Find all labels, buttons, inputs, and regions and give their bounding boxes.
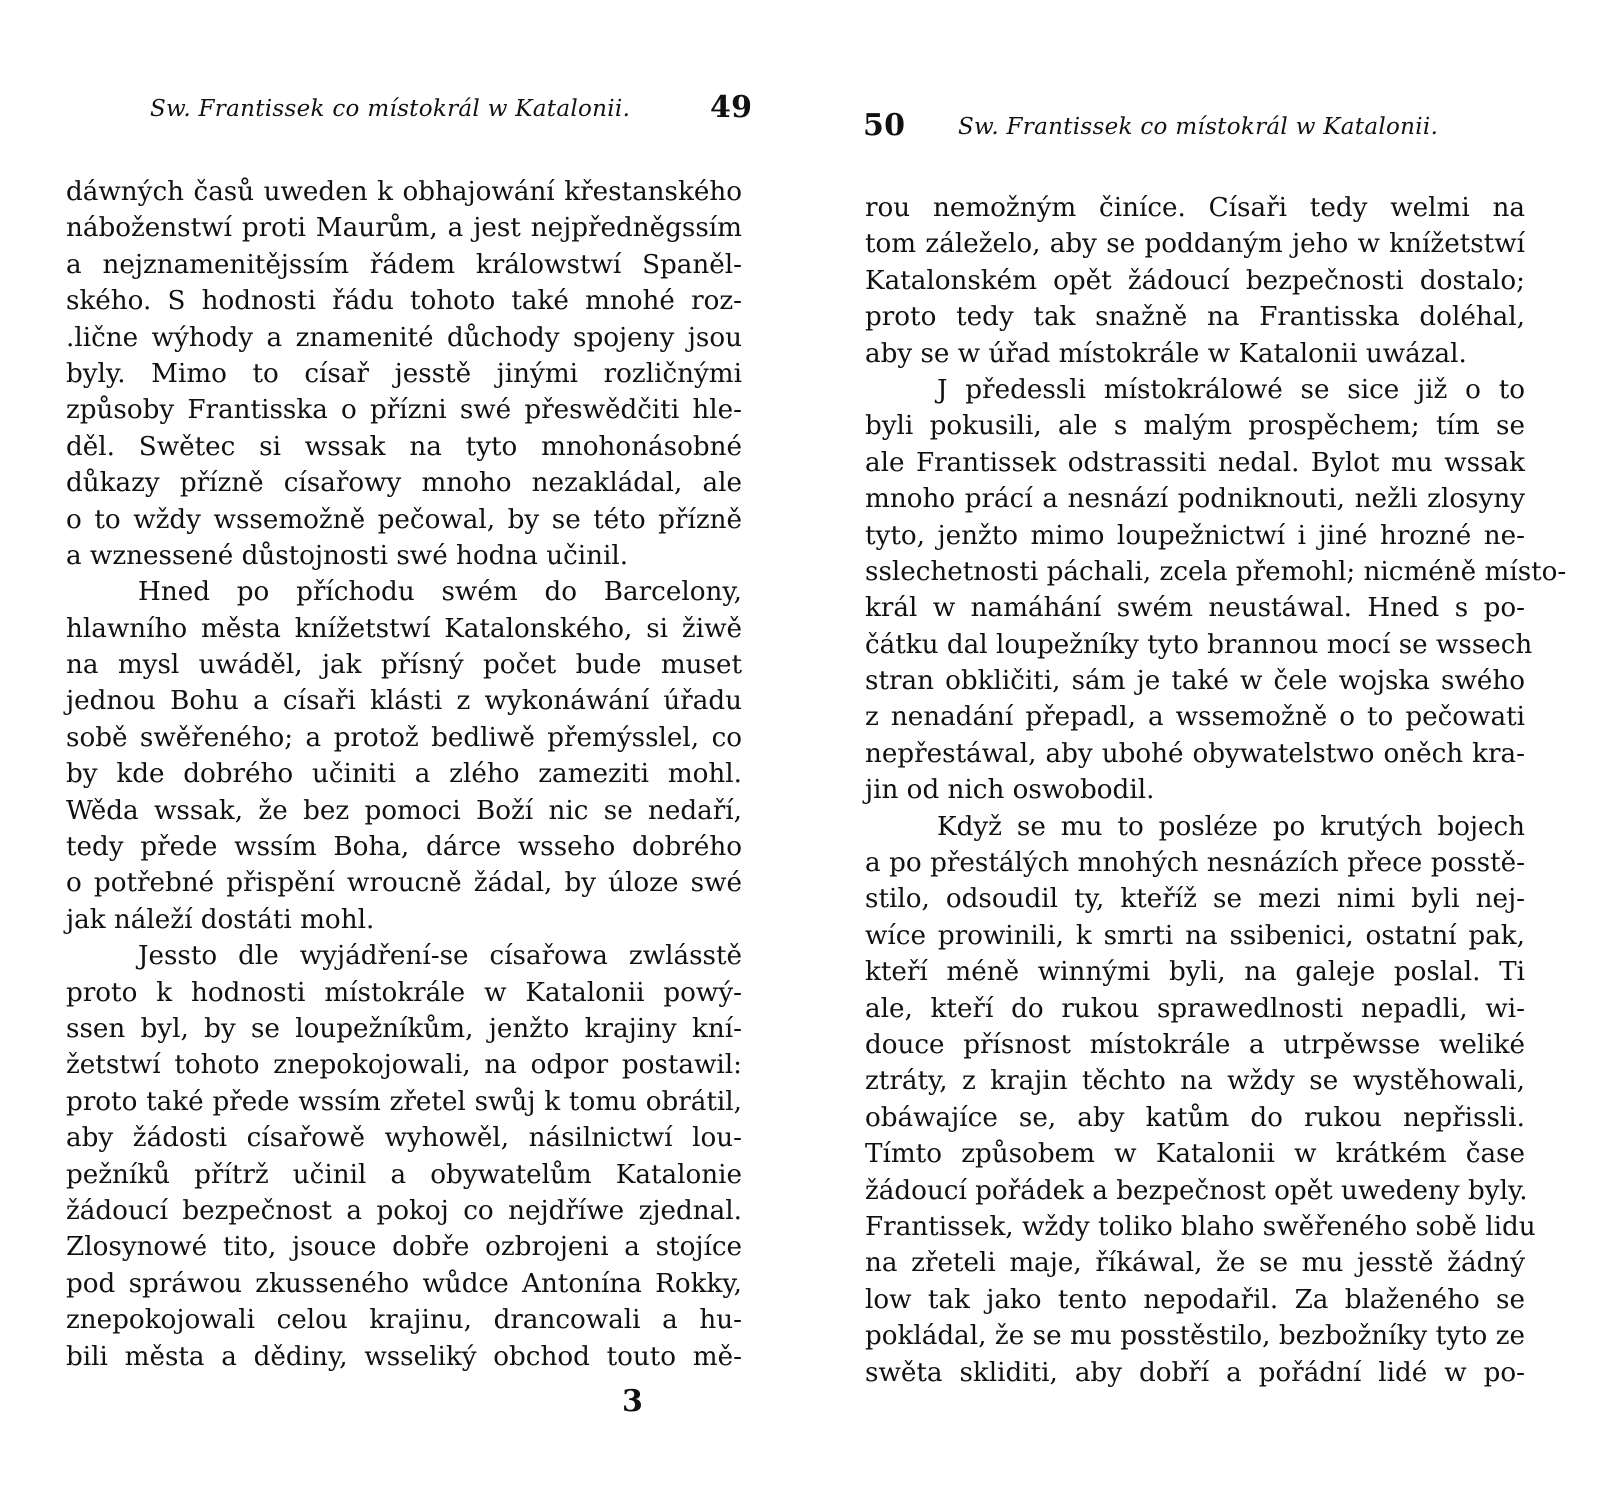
text-line: Katalonském opět žádoucí bezpečnosti dostalo; — [865, 265, 1525, 296]
text-line: král w namáhání swém neustáwal. Hned s po- — [865, 593, 1525, 624]
text-line: Jessto dle wyjádření-se císařowa zwlásstě — [138, 941, 742, 972]
right-page-header — [863, 108, 1463, 154]
text-line: náboženstwí proti Maurům, a jest nejpředněgssím — [66, 213, 742, 244]
text-line: sobě swěřeného; a protož bedliwě přemýsslel, co — [66, 722, 742, 753]
text-line: Zlosynowé tito, jsouce dobře ozbrojeni a stojíce — [66, 1232, 742, 1263]
text-line: dáwných časů uweden k obhajowání křestanského — [66, 177, 742, 207]
text-line: bili města a dědiny, wsseliký obchod touto mě- — [66, 1341, 742, 1372]
text-line: .lične wýhody a znamenité důchody spojeny jsou — [66, 322, 742, 353]
text-line: jednou Bohu a císaři klásti z wykonáwání úřadu — [66, 686, 742, 717]
text-line: proto k hodnosti místokrále w Katalonii powý- — [66, 977, 742, 1008]
text-line: ssen byl, by se loupežníkům, jenžto krajiny kní- — [66, 1013, 742, 1044]
text-line: a nejznamenitějssím řádem králowstwí Spaněl- — [66, 249, 742, 280]
text-line: důkazy přízně císařowy mnoho nezakládal, ale — [66, 468, 742, 499]
text-line: žádoucí bezpečnost a pokoj co nejdříwe zjednal. — [66, 1195, 742, 1226]
text-line: jin od nich oswobodil. — [865, 775, 1155, 806]
right-page-body — [865, 190, 1567, 1391]
text-line: žetstwí tohoto znepokojowali, na odpor postawil: — [66, 1050, 742, 1081]
left-page-body — [66, 174, 742, 1375]
text-line: aby žádosti císařowě wyhowěl, násilnictwí lou- — [66, 1123, 742, 1154]
signature-mark: 3 — [622, 1384, 643, 1419]
text-line: na zřeteli maje, říkáwal, že se mu jesstě žádný — [865, 1248, 1525, 1279]
text-line: douce přísnost místokrále a utrpěwsse weliké — [865, 1029, 1525, 1060]
text-line: wíce prowinili, k smrti na ssibenici, ostatní pak, — [865, 920, 1525, 951]
text-line: byly. Mimo to císař jesstě jinými rozličnými — [66, 358, 742, 389]
text-line: sslechetnosti páchali, zcela přemohl; nicméně místo- — [865, 556, 1567, 587]
text-line: aby se w úřad místokrále w Katalonii uwázal. — [865, 338, 1467, 369]
text-line: ale Frantissek odstrassiti nedal. Bylot mu wssak — [865, 447, 1525, 478]
text-line: pežníků přítrž učinil a obywatelům Katalonie — [66, 1159, 742, 1190]
text-line: Frantissek, wždy toliko blaho swěřeného sobě lidu — [865, 1211, 1536, 1242]
text-line: ského. S hodnosti řádu tohoto také mnohé roz- — [66, 286, 742, 317]
left-running-head: Sw. Frantissek co místokrál w Katalonii. — [150, 96, 631, 122]
text-line: znepokojowali celou krajinu, drancowali a hu- — [66, 1305, 742, 1336]
text-line: nepřestáwal, aby ubohé obywatelstwo oněch kra- — [865, 738, 1525, 769]
text-line: proto tedy tak snažně na Frantisska doléhal, — [865, 302, 1525, 333]
text-line: by kde dobrého učiniti a zlého zameziti mohl. — [66, 759, 742, 790]
left-page-number: 49 — [710, 90, 753, 125]
text-line: pod spráwou zkusseného wůdce Antonína Rokky, — [66, 1268, 742, 1299]
text-line: kteří méně winnými byli, na galeje poslal. Ti — [865, 957, 1525, 988]
text-line: pokládal, že se mu posstěstilo, bezbožníky tyto ze — [865, 1321, 1525, 1352]
text-line: jak náleží dostáti mohl. — [66, 904, 375, 935]
text-line: mnoho prácí a nesnází podniknouti, nežli zlosyny — [865, 484, 1525, 515]
text-line: ale, kteří do rukou sprawedlnosti nepadli, wi- — [865, 993, 1525, 1024]
text-line: tom záleželo, aby se poddaným jeho w knížetstwí — [865, 229, 1525, 260]
text-line: hlawního města knížetstwí Katalonského, si žiwě — [66, 613, 742, 644]
text-line: Tímto způsobem w Katalonii w krátkém čase — [865, 1139, 1525, 1170]
text-line: děl. Swětec si wssak na tyto mnohonásobné — [66, 431, 742, 462]
text-line: swěta skliditi, aby dobří a pořádní lidé w po- — [865, 1357, 1525, 1388]
left-page-header — [150, 90, 753, 136]
text-line: low tak jako tento nepodařil. Za blaženého se — [865, 1284, 1525, 1315]
text-line: čátku dal loupežníky tyto brannou mocí se wssech — [865, 629, 1533, 660]
text-line: obáwajíce se, aby katům do rukou nepřissli. — [865, 1102, 1525, 1133]
text-line: stran obkličiti, sám je také w čele wojska swého — [865, 666, 1525, 697]
text-line: tyto, jenžto mimo loupežnictwí i jiné hrozné ne- — [865, 520, 1525, 551]
text-line: stilo, odsoudil ty, kteříž se mezi nimi byli nej- — [865, 884, 1525, 915]
text-line: z nenadání přepadl, a wssemožně o to pečowati — [865, 702, 1525, 733]
text-line: Hned po příchodu swém do Barcelony, — [138, 577, 742, 608]
text-line: proto také přede wssím zřetel swůj k tomu obrátil, — [66, 1086, 742, 1117]
right-running-head: Sw. Frantissek co místokrál w Katalonii. — [958, 114, 1439, 140]
right-page-number: 50 — [863, 108, 906, 143]
text-line: ztráty, z krajin těchto na wždy se wystěhowali, — [865, 1066, 1525, 1097]
text-line: J předessli místokrálowé se sice již o to — [937, 374, 1525, 405]
text-line: Wěda wssak, že bez pomoci Boží nic se nedaří, — [66, 795, 742, 826]
text-line: o to wždy wssemožně pečowal, by se této přízně — [66, 504, 742, 535]
text-line: a wznessené důstojnosti swé hodna učinil. — [66, 540, 629, 571]
text-line: a po přestálých mnohých nesnázích přece posstě- — [865, 848, 1525, 879]
right-page — [803, 0, 1606, 1500]
text-line: způsoby Frantisska o přízni swé přeswědčiti hle- — [66, 395, 742, 426]
text-line: rou nemožným činíce. Císaři tedy welmi na — [865, 193, 1525, 223]
text-line: o potřebné přispění wroucně žádal, by úloze swé — [66, 868, 742, 899]
text-line: Když se mu to posléze po krutých bojech — [937, 811, 1525, 842]
text-line: žádoucí pořádek a bezpečnost opět uwedeny byly. — [865, 1175, 1528, 1206]
text-line: na mysl uwáděl, jak přísný počet bude muset — [66, 650, 742, 681]
text-line: tedy přede wssím Boha, dárce wsseho dobrého — [66, 832, 742, 863]
text-line: byli pokusili, ale s malým prospěchem; tím se — [865, 411, 1525, 442]
